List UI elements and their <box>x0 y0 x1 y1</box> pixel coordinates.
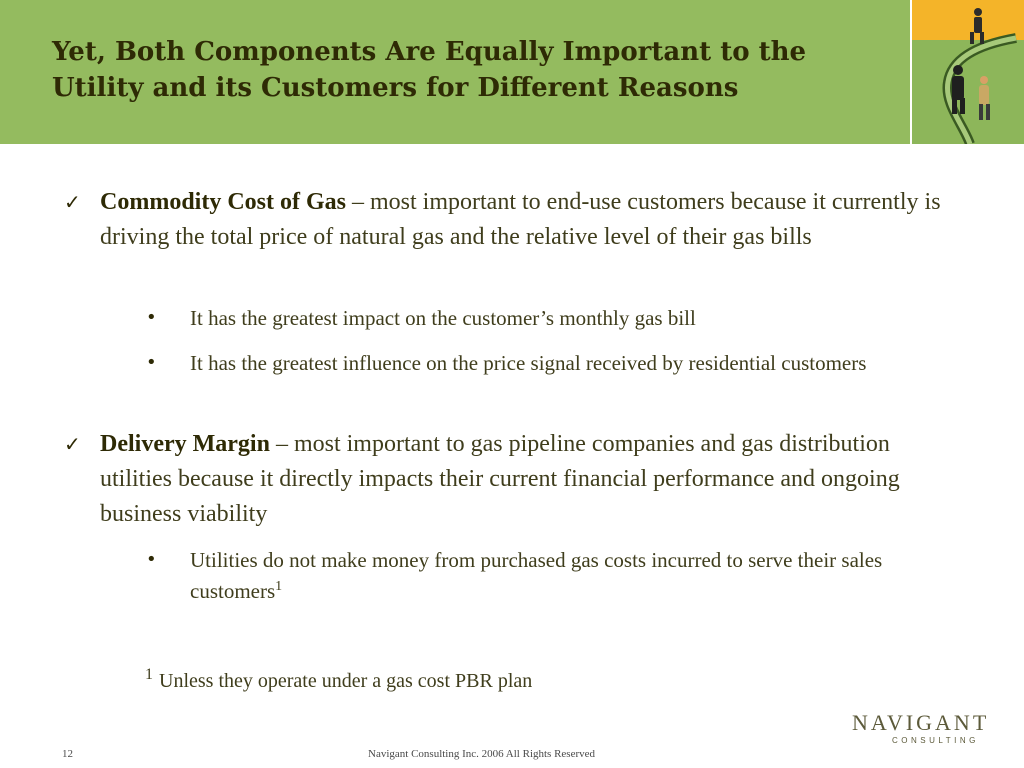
bullet-icon: • <box>146 352 157 373</box>
logo-word: NAVIGANT <box>852 710 990 735</box>
logo-subtitle: CONSULTING <box>892 736 979 745</box>
copyright-notice: Navigant Consulting Inc. 2006 All Rights Reserved <box>368 748 596 760</box>
sub-point <box>190 545 970 607</box>
footnote-marker: 1 <box>145 666 153 684</box>
point-text: – most important to end-use customers because it currently is driving the total price of natural gas and the relative level of their gas bills <box>100 189 941 250</box>
footnote <box>145 666 533 693</box>
point-text: – most important to gas pipeline companies and gas distribution utilities because it directly impacts their current financial performance and ongoing business viability <box>100 431 900 527</box>
slide-title-line-1: Yet, Both Components Are Equally Important to the <box>52 37 807 67</box>
bullet-icon: • <box>146 549 157 570</box>
bullet-icon: • <box>146 307 157 328</box>
checkmark-icon: ✓ <box>64 432 81 456</box>
sub-point: It has the greatest influence on the price signal received by residential customers <box>190 351 867 375</box>
point-term: Commodity Cost of Gas <box>100 189 346 215</box>
page-number: 12 <box>62 748 73 760</box>
point-term: Delivery Margin <box>100 431 270 457</box>
navigant-logo <box>852 710 992 746</box>
point-commodity-cost <box>100 185 960 255</box>
sub-point-text: Utilities do not make money from purchased gas costs incurred to serve their sales customers <box>190 548 883 603</box>
footnote-reference: 1 <box>275 579 283 594</box>
checkmark-icon: ✓ <box>64 190 81 214</box>
footnote-text: Unless they operate under a gas cost PBR plan <box>159 670 533 692</box>
point-delivery-margin <box>100 427 960 532</box>
sub-point: It has the greatest impact on the customer’s monthly gas bill <box>190 306 696 330</box>
slide-title-line-2: Utility and its Customers for Different Reasons <box>52 73 739 103</box>
